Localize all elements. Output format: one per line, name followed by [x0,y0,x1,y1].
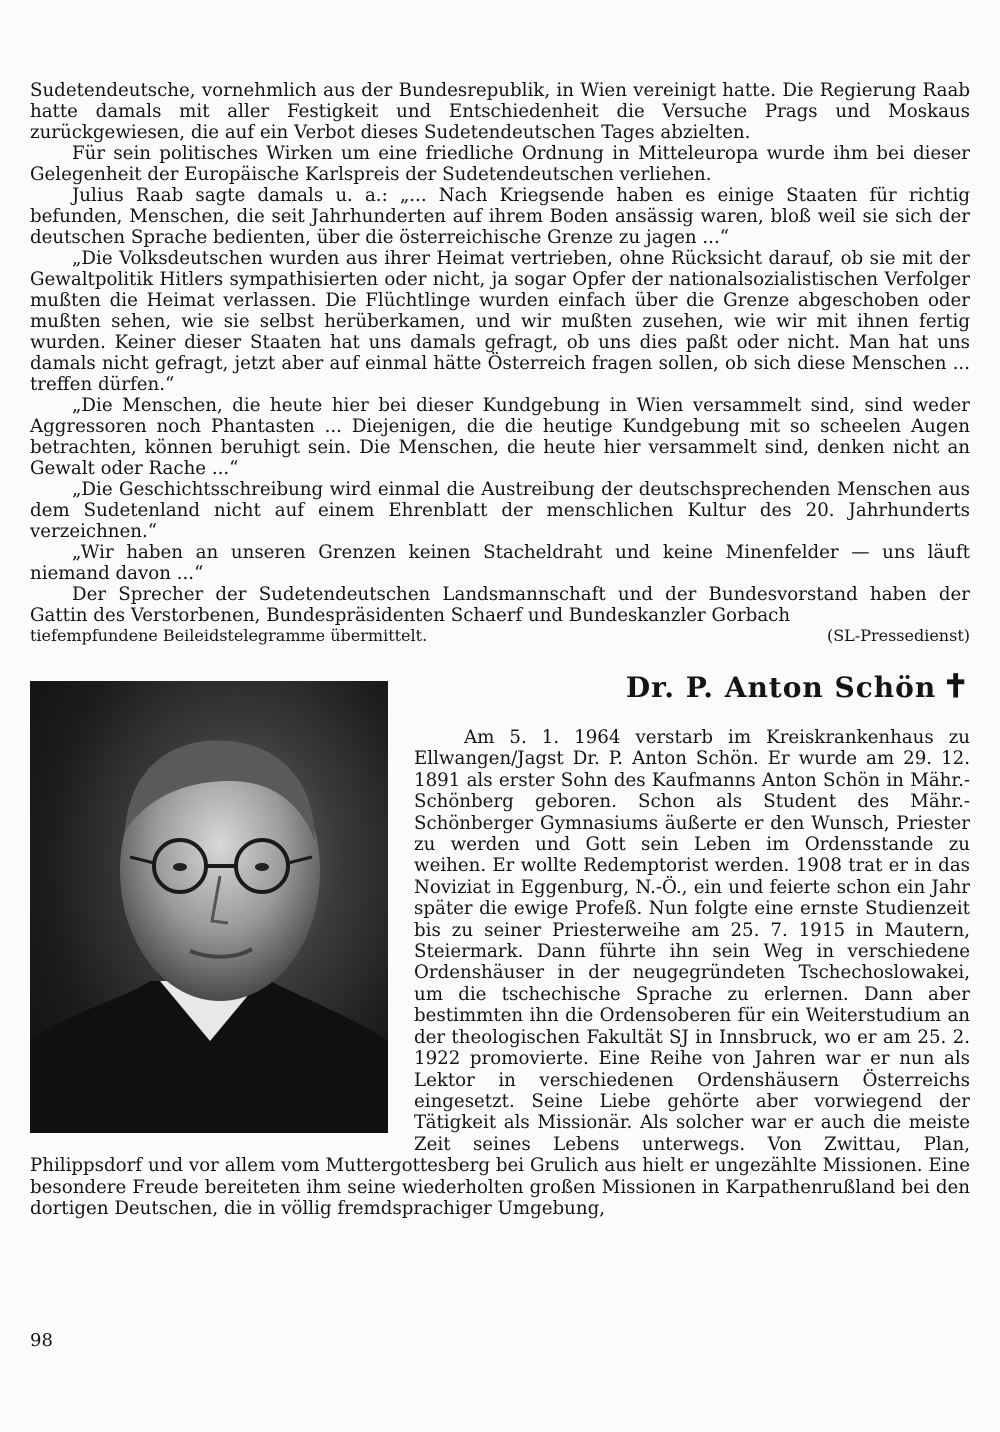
cross-icon: ✝ [942,667,970,705]
paragraph: Der Sprecher der Sudetendeutschen Landsmannschaft und der Bundesvorstand haben der Gattin des Verstorbenen, Bundespräsidenten Schaerf und Bundeskanzler Gorbach [30,584,970,626]
page-number: 98 [30,1330,53,1351]
article-continuation [30,80,970,645]
paragraph: Julius Raab sagte damals u. a.: „... Nach Kriegsende haben es einige Staaten für richtig befunden, Menschen, die seit Jahrhunderten auf ihrem Boden ansässig waren, bloß weil sie sich der deutschen Sprache bedienten, über die österreichische Grenze zu jagen ...“ [30,185,970,248]
source-credit: (SL-Pressedienst) [826,626,970,645]
page [30,80,970,1219]
paragraph: „Die Geschichtsschreibung wird einmal die Austreibung der deutschsprechenden Menschen aus dem Sudetenland nicht auf einem Ehrenblatt der menschlichen Kultur des 20. Jahrhunderts verzeichnen.“ [30,479,970,542]
closing-text: tiefempfundene Beileidstelegramme übermittelt. [30,626,428,645]
closing-line [30,626,970,645]
portrait-illustration [30,681,388,1133]
paragraph: Für sein politisches Wirken um eine friedliche Ordnung in Mitteleuropa wurde ihm bei dieser Gelegenheit der Europäische Karlspreis der Sudetendeutschen verliehen. [30,143,970,185]
paragraph: „Die Volksdeutschen wurden aus ihrer Heimat vertrieben, ohne Rücksicht darauf, ob sie mit der Gewaltpolitik Hitlers sympathisierten oder nicht, ja sogar Opfer der nationalsozialistischen Verfolger mußten die Heimat verlassen. Die Flüchtlinge wurden einfach über die Grenze abgeschoben oder mußten sehen, wie sie selbst herüberkamen, und wir mußten zusehen, wie wir mit ihnen fertig wurden. Keiner dieser Staaten hat uns damals gefragt, ob uns dies paßt oder nicht. Man hat uns damals nicht gefragt, jetzt aber auf einmal hätte Österreich fragen sollen, ob sich diese Menschen ... treffen dürfen.“ [30,248,970,395]
paragraph: „Wir haben an unseren Grenzen keinen Stacheldraht und keine Minenfelder — uns läuft niemand davon ...“ [30,542,970,584]
obituary-section [30,669,970,1219]
obituary-name: Dr. P. Anton Schön [625,671,937,704]
paragraph: Sudetendeutsche, vornehmlich aus der Bundesrepublik, in Wien vereinigt hatte. Die Regierung Raab hatte damals mit aller Festigkeit und Entschiedenheit die Versuche Prags und Moskaus zurückgewiesen, die auf ein Verbot dieses Sudetendeutschen Tages abzielten. [30,80,970,143]
obituary-text: Am 5. 1. 1964 verstarb im Kreiskrankenhaus zu Ellwangen/Jagst Dr. P. Anton Schön. Er wurde am 29. 12. 1891 als erster Sohn des Kaufmanns Anton Schön in Mähr.-Schönberg geboren. Schon als Student des Mähr.-Schönberger Gymnasiums äußerte er den Wunsch, Priester zu werden und Gott sein Leben im Ordensstande zu weihen. Er wollte Redemptorist werden. 1908 trat er in das Noviziat in Eggenburg, N.-Ö., ein und feierte schon ein Jahr später die ewige Profeß. Nun folgte eine ernste Studienzeit bis zu seiner Priesterweihe am 25. 7. 1915 in Mautern, Steiermark. Dann führte ihn sein Weg in verschiedene Ordenshäuser in der neugegründeten Tschechoslowakei, um die tschechische Sprache zu erlernen. Dann aber bestimmten ihn die Ordensoberen für ein Weiterstudium an der theologischen Fakultät SJ in Innsbruck, wo er am 25. 2. 1922 promovierte. Eine Reihe von Jahren war er nun als Lektor in verschiedenen Ordenshäusern Österreichs eingesetzt. Seine Liebe gehörte aber vorwiegend der Tätigkeit als Missionär. Als solcher war er auch die meiste Zeit seines Lebens unterwegs. Von Zwittau, Plan, Philippsdorf und vor allem vom Muttergottesberg bei Grulich aus hielt er ungezählte Missionen. Eine besondere Freude bereiteten ihm seine wiederholten großen Missionen in Karpathenrußland bei den dortigen Deutschen, die in völlig fremdsprachiger Umgebung, [30,727,970,1219]
paragraph: „Die Menschen, die heute hier bei dieser Kundgebung in Wien versammelt sind, sind weder Aggressoren noch Phantasten ... Diejenigen, die die heutige Kundgebung mit so scheelen Augen betrachten, können beruhigt sein. Die Menschen, die heute hier versammelt sind, denken nicht an Gewalt oder Rache ...“ [30,395,970,479]
portrait-photo [30,681,388,1133]
